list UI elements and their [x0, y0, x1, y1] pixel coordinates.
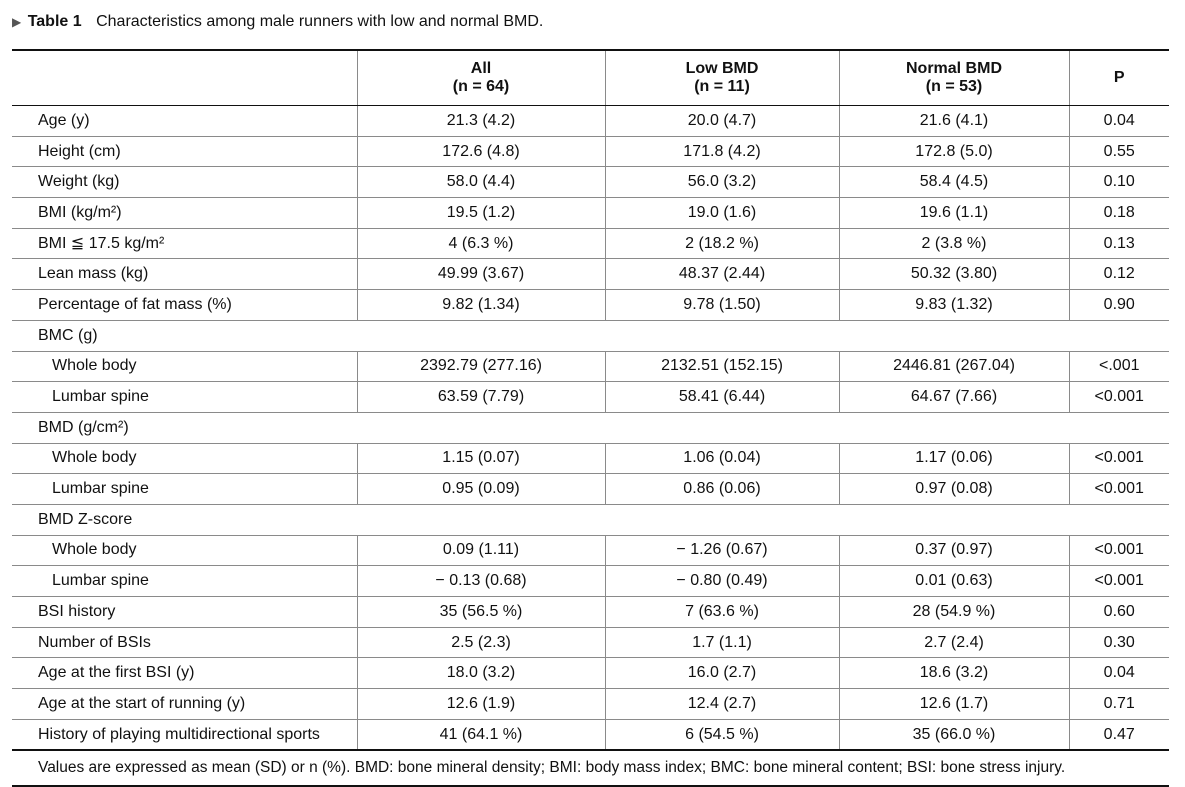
- header-low-bmd: [605, 50, 839, 106]
- cell-low-bmd: 19.0 (1.6): [605, 198, 839, 229]
- row-label: Weight (kg): [12, 167, 357, 198]
- header-low-n: (n = 11): [694, 78, 750, 95]
- cell-normal-bmd: 50.32 (3.80): [839, 259, 1069, 290]
- cell-low-bmd: − 0.80 (0.49): [605, 566, 839, 597]
- cell-normal-bmd: 58.4 (4.5): [839, 167, 1069, 198]
- table-caption: [12, 11, 543, 33]
- header-row: [12, 50, 1169, 106]
- cell-p-value: 0.47: [1069, 719, 1169, 750]
- cell-p-value: <0.001: [1069, 566, 1169, 597]
- cell-p-value: <0.001: [1069, 535, 1169, 566]
- cell-p-value: 0.12: [1069, 259, 1169, 290]
- cell-all: 0.09 (1.11): [357, 535, 605, 566]
- table-row: [12, 443, 1169, 474]
- cell-low-bmd: 56.0 (3.2): [605, 167, 839, 198]
- footnote-row: [12, 750, 1169, 786]
- cell-p-value: 0.10: [1069, 167, 1169, 198]
- header-all-name: All: [470, 60, 492, 77]
- header-normal-bmd: [839, 50, 1069, 106]
- cell-low-bmd: 20.0 (4.7): [605, 106, 839, 137]
- section-label: BMD (g/cm²): [12, 412, 1169, 443]
- cell-p-value: 0.04: [1069, 658, 1169, 689]
- cell-all: 21.3 (4.2): [357, 106, 605, 137]
- header-all-n: (n = 64): [452, 78, 510, 95]
- cell-normal-bmd: 35 (66.0 %): [839, 719, 1069, 750]
- row-label: Age at the start of running (y): [12, 689, 357, 720]
- row-label: Whole body: [12, 535, 357, 566]
- cell-normal-bmd: 18.6 (3.2): [839, 658, 1069, 689]
- row-label: Age (y): [12, 106, 357, 137]
- caption-marker-icon: ▶: [12, 15, 22, 29]
- cell-normal-bmd: 2 (3.8 %): [839, 228, 1069, 259]
- row-label: History of playing multidirectional sports: [12, 719, 357, 750]
- cell-normal-bmd: 2.7 (2.4): [839, 627, 1069, 658]
- cell-normal-bmd: 172.8 (5.0): [839, 136, 1069, 167]
- table-body: [12, 106, 1169, 751]
- cell-all: 18.0 (3.2): [357, 658, 605, 689]
- cell-low-bmd: 16.0 (2.7): [605, 658, 839, 689]
- cell-p-value: 0.90: [1069, 290, 1169, 321]
- cell-p-value: 0.30: [1069, 627, 1169, 658]
- cell-p-value: <.001: [1069, 351, 1169, 382]
- table-row: [12, 719, 1169, 750]
- cell-low-bmd: 1.06 (0.04): [605, 443, 839, 474]
- cell-low-bmd: 58.41 (6.44): [605, 382, 839, 413]
- section-row: [12, 412, 1169, 443]
- cell-all: 1.15 (0.07): [357, 443, 605, 474]
- table-row: [12, 228, 1169, 259]
- cell-all: 9.82 (1.34): [357, 290, 605, 321]
- cell-all: 12.6 (1.9): [357, 689, 605, 720]
- table-row: [12, 167, 1169, 198]
- cell-all: 19.5 (1.2): [357, 198, 605, 229]
- table-row: [12, 106, 1169, 137]
- table-row: [12, 627, 1169, 658]
- cell-p-value: <0.001: [1069, 382, 1169, 413]
- row-label: Whole body: [12, 443, 357, 474]
- cell-normal-bmd: 1.17 (0.06): [839, 443, 1069, 474]
- cell-low-bmd: 6 (54.5 %): [605, 719, 839, 750]
- cell-low-bmd: 171.8 (4.2): [605, 136, 839, 167]
- section-row: [12, 320, 1169, 351]
- cell-p-value: 0.60: [1069, 597, 1169, 628]
- table-row: [12, 597, 1169, 628]
- cell-p-value: 0.71: [1069, 689, 1169, 720]
- cell-all: 2.5 (2.3): [357, 627, 605, 658]
- cell-normal-bmd: 2446.81 (267.04): [839, 351, 1069, 382]
- table-row: [12, 566, 1169, 597]
- table-label: Table 1: [27, 13, 82, 30]
- header-empty: [12, 50, 357, 106]
- row-label: Whole body: [12, 351, 357, 382]
- cell-all: 41 (64.1 %): [357, 719, 605, 750]
- cell-p-value: <0.001: [1069, 443, 1169, 474]
- cell-p-value: <0.001: [1069, 474, 1169, 505]
- table-row: [12, 689, 1169, 720]
- cell-low-bmd: 7 (63.6 %): [605, 597, 839, 628]
- row-label: Lean mass (kg): [12, 259, 357, 290]
- header-low-name: Low BMD: [685, 60, 759, 77]
- table-row: [12, 351, 1169, 382]
- cell-all: 63.59 (7.79): [357, 382, 605, 413]
- cell-low-bmd: 1.7 (1.1): [605, 627, 839, 658]
- header-normal-n: (n = 53): [925, 78, 983, 95]
- section-label: BMD Z-score: [12, 504, 1169, 535]
- cell-normal-bmd: 12.6 (1.7): [839, 689, 1069, 720]
- row-label: Height (cm): [12, 136, 357, 167]
- cell-p-value: 0.13: [1069, 228, 1169, 259]
- cell-all: 2392.79 (277.16): [357, 351, 605, 382]
- row-label: Number of BSIs: [12, 627, 357, 658]
- cell-low-bmd: 48.37 (2.44): [605, 259, 839, 290]
- cell-normal-bmd: 0.01 (0.63): [839, 566, 1069, 597]
- row-label: Age at the first BSI (y): [12, 658, 357, 689]
- header-p-name: P: [1113, 69, 1125, 86]
- cell-normal-bmd: 0.97 (0.08): [839, 474, 1069, 505]
- header-normal-name: Normal BMD: [905, 60, 1002, 77]
- cell-all: 172.6 (4.8): [357, 136, 605, 167]
- section-label: BMC (g): [12, 320, 1169, 351]
- cell-all: 4 (6.3 %): [357, 228, 605, 259]
- cell-low-bmd: 9.78 (1.50): [605, 290, 839, 321]
- cell-all: 35 (56.5 %): [357, 597, 605, 628]
- cell-p-value: 0.55: [1069, 136, 1169, 167]
- row-label: Percentage of fat mass (%): [12, 290, 357, 321]
- header-all: [357, 50, 605, 106]
- cell-normal-bmd: 21.6 (4.1): [839, 106, 1069, 137]
- cell-low-bmd: 0.86 (0.06): [605, 474, 839, 505]
- table-footnote: Values are expressed as mean (SD) or n (%). BMD: bone mineral density; BMI: body mass index; BMC: bone mineral content; BSI: bone stress injury.: [12, 750, 1169, 786]
- table-row: [12, 198, 1169, 229]
- table-row: [12, 136, 1169, 167]
- cell-low-bmd: 12.4 (2.7): [605, 689, 839, 720]
- table-title: Characteristics among male runners with low and normal BMD.: [96, 13, 544, 30]
- cell-all: − 0.13 (0.68): [357, 566, 605, 597]
- cell-low-bmd: 2132.51 (152.15): [605, 351, 839, 382]
- row-label: BMI (kg/m²): [12, 198, 357, 229]
- cell-p-value: 0.18: [1069, 198, 1169, 229]
- section-row: [12, 504, 1169, 535]
- cell-normal-bmd: 0.37 (0.97): [839, 535, 1069, 566]
- row-label: Lumbar spine: [12, 474, 357, 505]
- cell-normal-bmd: 64.67 (7.66): [839, 382, 1069, 413]
- cell-normal-bmd: 9.83 (1.32): [839, 290, 1069, 321]
- cell-normal-bmd: 28 (54.9 %): [839, 597, 1069, 628]
- cell-normal-bmd: 19.6 (1.1): [839, 198, 1069, 229]
- row-label: Lumbar spine: [12, 382, 357, 413]
- table-row: [12, 259, 1169, 290]
- cell-all: 49.99 (3.67): [357, 259, 605, 290]
- row-label: BMI ≦ 17.5 kg/m²: [12, 228, 357, 259]
- cell-p-value: 0.04: [1069, 106, 1169, 137]
- cell-all: 0.95 (0.09): [357, 474, 605, 505]
- table-row: [12, 474, 1169, 505]
- row-label: Lumbar spine: [12, 566, 357, 597]
- table-row: [12, 535, 1169, 566]
- header-p: [1069, 50, 1169, 106]
- row-label: BSI history: [12, 597, 357, 628]
- table-row: [12, 290, 1169, 321]
- characteristics-table: [12, 49, 1169, 787]
- cell-low-bmd: − 1.26 (0.67): [605, 535, 839, 566]
- table-row: [12, 658, 1169, 689]
- cell-all: 58.0 (4.4): [357, 167, 605, 198]
- cell-low-bmd: 2 (18.2 %): [605, 228, 839, 259]
- table-row: [12, 382, 1169, 413]
